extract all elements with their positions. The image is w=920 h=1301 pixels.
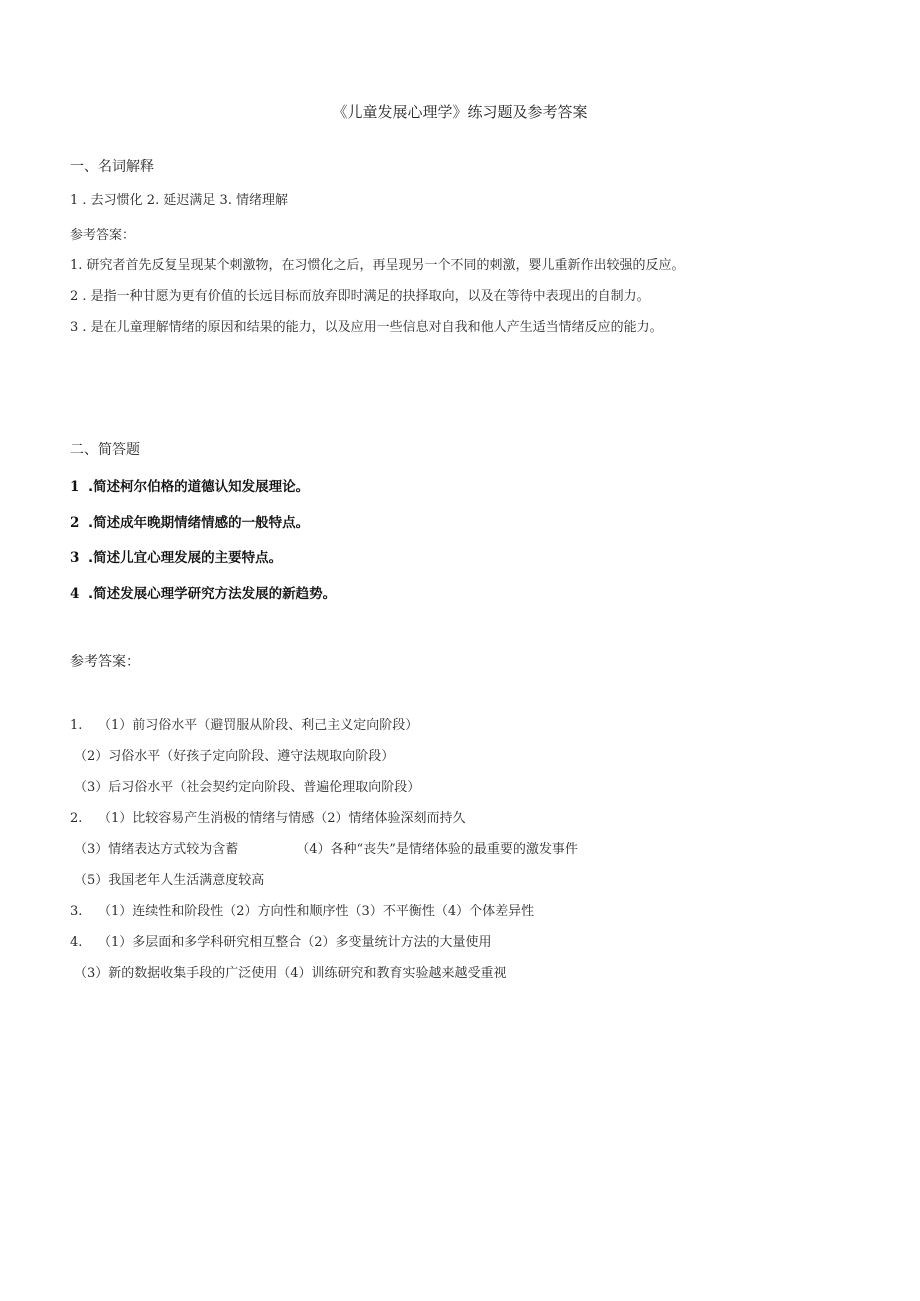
question-3 xyxy=(70,546,282,566)
section2-answer-label: 参考答案： xyxy=(70,654,140,670)
question-text: .简述儿宜心理发展的主要特点。 xyxy=(88,550,283,566)
section1-answer-3: 3 . 是在儿童理解情绪的原因和结果的能力，以及应用一些信息对自我和他人产生适当情绪反应的能力。 xyxy=(70,320,663,335)
question-4 xyxy=(70,582,336,602)
answer-3-line-1 xyxy=(70,900,534,919)
answer-4-line-2: （3）新的数据收集手段的广泛使用（4）训练研究和教育实验越来越受重视 xyxy=(74,966,507,981)
section1-answer-1: 1. 研究者首先反复呈现某个刺激物，在习惯化之后，再呈现另一个不同的刺激，婴儿重新作出较强的反应。 xyxy=(70,258,685,273)
answer-number: 3. xyxy=(70,904,83,919)
answer-text: （4）各种“丧失”是情绪体验的最重要的激发事件 xyxy=(296,842,578,857)
section1-answer-label: 参考答案： xyxy=(70,228,136,243)
question-text: .简述成年晚期情绪情感的一般特点。 xyxy=(88,515,310,531)
answer-1-line-3: （3）后习俗水平（社会契约定向阶段、普遍伦理取向阶段） xyxy=(74,780,421,795)
answer-text: （1）多层面和多学科研究相互整合（2）多变量统计方法的大量使用 xyxy=(98,935,492,950)
question-number: 3 xyxy=(70,550,80,566)
question-text: .简述柯尔伯格的道德认知发展理论。 xyxy=(88,479,310,495)
answer-number: 2. xyxy=(70,811,83,826)
answer-text: （1）连续性和阶段性（2）方向性和顺序性（3）不平衡性（4）个体差异性 xyxy=(98,904,535,919)
answer-text: （3）情绪表达方式较为含蓄 xyxy=(74,842,239,857)
answer-2-line-2 xyxy=(74,838,578,857)
answer-text: （1）比较容易产生消极的情绪与情感（2）情绪体验深刻而持久 xyxy=(98,811,466,826)
answer-number: 4. xyxy=(70,935,83,950)
question-1 xyxy=(70,475,309,495)
section1-answer-2: 2 . 是指一种甘愿为更有价值的长远目标而放弃即时满足的抉择取向，以及在等待中表现出的自制力。 xyxy=(70,289,650,304)
question-2 xyxy=(70,511,309,531)
section2-heading: 二、简答题 xyxy=(70,442,140,458)
answer-1-line-1 xyxy=(70,714,418,733)
answer-1-line-2: （2）习俗水平（好孩子定向阶段、遵守法规取向阶段） xyxy=(74,749,395,764)
answer-4-line-1 xyxy=(70,931,492,950)
question-number: 2 xyxy=(70,515,80,531)
answer-number: 1. xyxy=(70,718,83,733)
document-title: 《儿童发展心理学》练习题及参考答案 xyxy=(332,103,588,121)
question-text: .简述发展心理学研究方法发展的新趋势。 xyxy=(88,586,337,602)
section1-heading: 一、名词解释 xyxy=(70,159,154,175)
answer-text: （1）前习俗水平（避罚服从阶段、利己主义定向阶段） xyxy=(98,718,419,733)
question-number: 1 xyxy=(70,479,80,495)
section1-terms: 1 . 去习惯化 2. 延迟满足 3. 情绪理解 xyxy=(70,193,289,208)
question-number: 4 xyxy=(70,586,80,602)
answer-2-line-3: （5）我国老年人生活满意度较高 xyxy=(74,873,265,888)
answer-2-line-1 xyxy=(70,807,466,826)
